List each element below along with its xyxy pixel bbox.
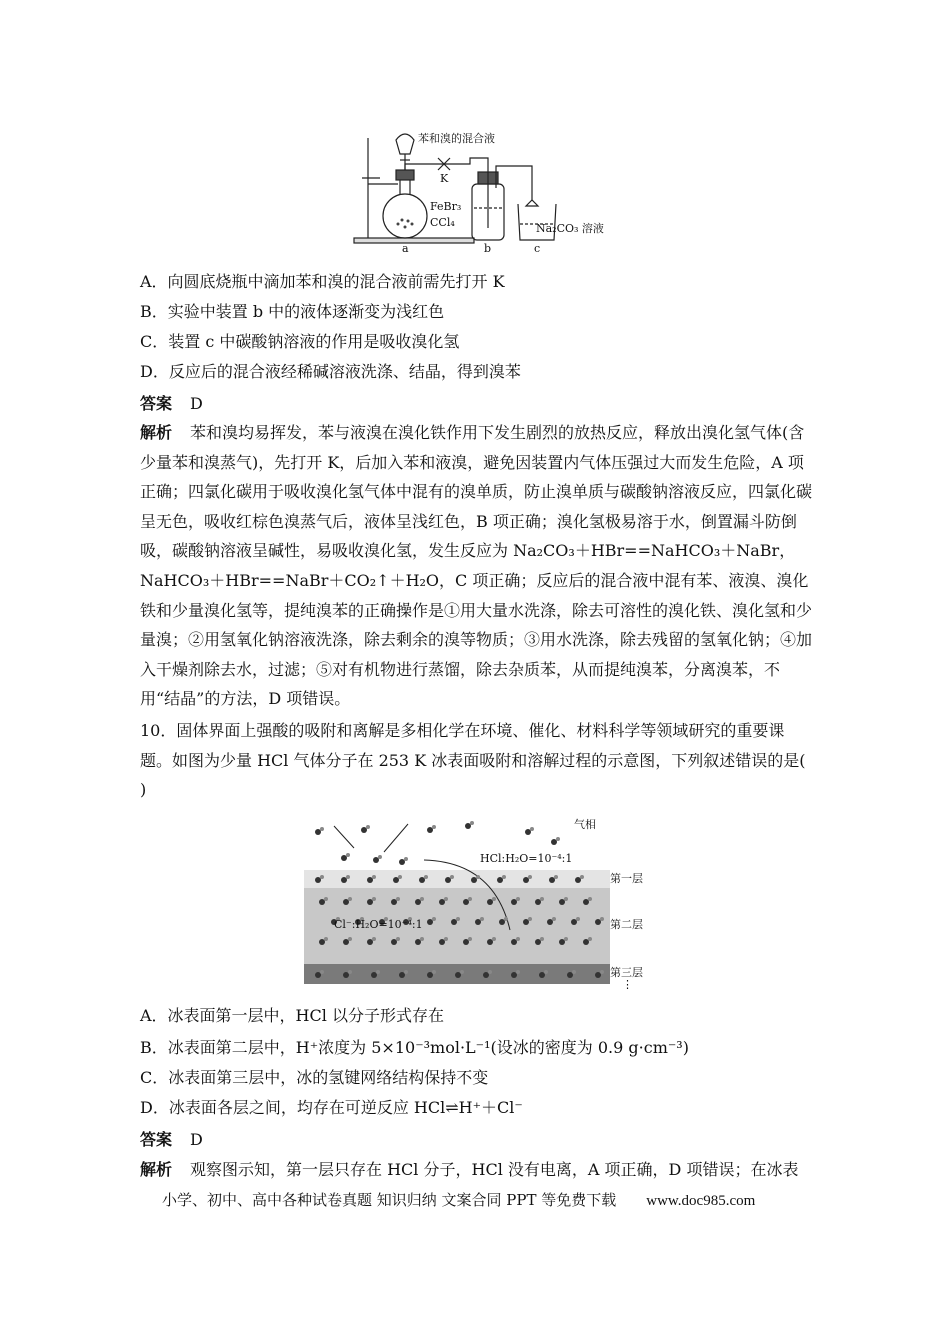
stopper bbox=[396, 170, 414, 180]
molecule bbox=[324, 897, 328, 901]
molecule bbox=[492, 897, 496, 901]
molecule bbox=[476, 875, 480, 879]
molecule bbox=[320, 875, 324, 879]
molecule bbox=[376, 970, 380, 974]
molecule bbox=[487, 939, 493, 945]
molecule bbox=[572, 970, 576, 974]
label-b: b bbox=[484, 242, 492, 254]
answer-value: D bbox=[190, 394, 203, 413]
molecule bbox=[320, 827, 324, 831]
molecule bbox=[348, 970, 352, 974]
molecule bbox=[483, 972, 489, 978]
molecule bbox=[324, 937, 328, 941]
label-mix: 苯和溴的混合液 bbox=[418, 132, 495, 145]
molecule bbox=[367, 939, 373, 945]
molecule bbox=[444, 897, 448, 901]
molecule bbox=[346, 875, 350, 879]
molecule bbox=[468, 897, 472, 901]
arrow-in bbox=[334, 826, 354, 848]
molecule bbox=[348, 937, 352, 941]
molecule bbox=[371, 972, 377, 978]
molecule bbox=[502, 875, 506, 879]
molecule bbox=[528, 875, 532, 879]
ice-surface-figure bbox=[304, 812, 654, 990]
molecule bbox=[576, 917, 580, 921]
q10-option-a: A．冰表面第一层中，HCl 以分子形式存在 bbox=[140, 1006, 444, 1025]
molecule bbox=[366, 825, 370, 829]
molecule bbox=[404, 857, 408, 861]
gas-tube-bc bbox=[496, 166, 532, 200]
molecule bbox=[468, 937, 472, 941]
label-ratio1: HCl:H₂O=10⁻⁴:1 bbox=[480, 852, 573, 865]
q10-option-b: B．冰表面第二层中，H⁺浓度为 5×10⁻³mol·L⁻¹(设冰的密度为 0.9 g·cm⁻³) bbox=[140, 1038, 689, 1057]
analysis-label: 解析 bbox=[140, 1160, 173, 1179]
molecule bbox=[346, 853, 350, 857]
molecule bbox=[424, 875, 428, 879]
molecule bbox=[463, 899, 469, 905]
molecule bbox=[564, 897, 568, 901]
label-k: K bbox=[440, 172, 449, 185]
molecule bbox=[567, 972, 573, 978]
molecule bbox=[516, 897, 520, 901]
layer-1-band bbox=[304, 870, 610, 888]
q10-option-d: D．冰表面各层之间，均存在可逆反应 HCl⇌H⁺＋Cl⁻ bbox=[140, 1098, 523, 1117]
molecule bbox=[559, 899, 565, 905]
molecule bbox=[571, 919, 577, 925]
molecule bbox=[319, 899, 325, 905]
answer-label: 答案 bbox=[140, 394, 173, 413]
molecule bbox=[539, 972, 545, 978]
molecule bbox=[564, 937, 568, 941]
analysis-text: 苯和溴均易挥发，苯与液溴在溴化铁作用下发生剧烈的放热反应，释放出溴化氢气体(含少量苯和溴蒸气)，先打开 K，后加入苯和液溴，避免因装置内气体压强过大而发生危险，A 项正确；四氯化碳用于吸收溴化氢气体中混有的溴单质，防止溴单质与碳酸钠溶液反应，四氯化碳呈无色，吸收红棕色溴蒸气后，液体呈浅红色，B 项正确；溴化氢极易溶于水，倒置漏斗防倒吸，碳酸钠溶液呈碱性，易吸收溴化氢，发生反应为 Na₂CO₃＋HBr==NaHCO₃＋NaBr，NaHCO₃＋HBr==NaBr＋CO₂↑＋H₂O，C 项正确；反应后的混合液中混有苯、液溴、溴化铁和少量溴化氢等，提纯溴苯的正确操作是①用大量水洗涤，除去可溶性的溴化铁、溴化氢和少量溴；②用氢氧化钠溶液洗涤，除去剩余的溴等物质；③用水洗涤，除去残留的氢氧化钠；④加入干燥剂除去水，过滤；⑤对有机物进行蒸馏，除去杂质苯，从而提纯溴苯，分离溴苯，不用“结晶”的方法，D 项错误。 bbox=[140, 423, 813, 709]
molecule bbox=[399, 972, 405, 978]
answer-label: 答案 bbox=[140, 1130, 173, 1149]
molecule bbox=[540, 937, 544, 941]
molecule bbox=[427, 919, 433, 925]
label-a: a bbox=[402, 242, 409, 254]
label-ratio2: Cl⁻:H₂O=10⁻⁴:1 bbox=[334, 918, 423, 931]
round-flask bbox=[383, 194, 427, 238]
molecule bbox=[535, 939, 541, 945]
molecule bbox=[511, 939, 517, 945]
label-layer1: 第一层 bbox=[610, 872, 643, 885]
molecule bbox=[439, 899, 445, 905]
molecule bbox=[361, 827, 367, 833]
molecule bbox=[439, 939, 445, 945]
molecule bbox=[396, 897, 400, 901]
molecule bbox=[367, 877, 373, 883]
analysis-label: 解析 bbox=[140, 423, 173, 442]
molecule bbox=[427, 972, 433, 978]
molecule bbox=[530, 827, 534, 831]
molecule bbox=[396, 937, 400, 941]
molecule bbox=[556, 837, 560, 841]
molecule bbox=[427, 827, 433, 833]
molecule bbox=[343, 939, 349, 945]
dropping-funnel bbox=[396, 134, 414, 154]
molecule bbox=[420, 897, 424, 901]
molecule bbox=[372, 897, 376, 901]
molecule bbox=[456, 917, 460, 921]
molecule bbox=[511, 972, 517, 978]
molecule bbox=[372, 937, 376, 941]
molecule bbox=[367, 899, 373, 905]
molecule bbox=[450, 875, 454, 879]
molecule bbox=[595, 919, 601, 925]
molecule bbox=[432, 917, 436, 921]
molecule bbox=[588, 937, 592, 941]
label-febr3: FeBr₃ bbox=[430, 200, 462, 213]
label-layer2: 第二层 bbox=[610, 918, 643, 931]
molecule bbox=[373, 857, 379, 863]
molecule bbox=[544, 970, 548, 974]
molecule bbox=[588, 897, 592, 901]
molecule bbox=[583, 899, 589, 905]
arrow-out bbox=[384, 824, 408, 852]
molecule bbox=[415, 939, 421, 945]
molecule bbox=[497, 877, 503, 883]
molecule bbox=[580, 875, 584, 879]
gas-tube-ab bbox=[405, 158, 488, 172]
molecule bbox=[319, 939, 325, 945]
footer bbox=[162, 1190, 755, 1211]
molecule bbox=[516, 937, 520, 941]
molecule bbox=[499, 919, 505, 925]
molecule bbox=[460, 970, 464, 974]
molecule bbox=[404, 970, 408, 974]
molecule bbox=[341, 855, 347, 861]
molecule bbox=[348, 897, 352, 901]
molecule bbox=[600, 970, 604, 974]
molecule bbox=[480, 917, 484, 921]
molecule bbox=[444, 937, 448, 941]
molecule bbox=[583, 939, 589, 945]
molecule bbox=[504, 917, 508, 921]
molecule bbox=[393, 877, 399, 883]
molecule bbox=[399, 859, 405, 865]
molecule bbox=[465, 823, 471, 829]
molecule bbox=[320, 970, 324, 974]
molecule bbox=[341, 877, 347, 883]
molecule bbox=[575, 877, 581, 883]
molecule bbox=[315, 829, 321, 835]
label-dots: ⋮ bbox=[622, 978, 633, 990]
q10-analysis bbox=[140, 1160, 798, 1180]
molecule bbox=[415, 899, 421, 905]
molecule bbox=[432, 825, 436, 829]
molecule bbox=[398, 875, 402, 879]
molecule bbox=[419, 877, 425, 883]
label-gas: 气相 bbox=[574, 818, 596, 831]
molecule bbox=[554, 875, 558, 879]
q9-option-b: B．实验中装置 b 中的液体逐渐变为浅红色 bbox=[140, 302, 445, 321]
q9-analysis bbox=[140, 418, 812, 714]
molecule bbox=[600, 917, 604, 921]
q10-option-c: C．冰表面第三层中，冰的氢键网络结构保持不变 bbox=[140, 1068, 489, 1087]
label-na2co3: Na₂CO₃ 溶液 bbox=[536, 222, 604, 235]
q9-option-c: C．装置 c 中碳酸钠溶液的作用是吸收溴化氢 bbox=[140, 332, 460, 351]
footer-url[interactable]: www.doc985.com bbox=[646, 1193, 756, 1209]
molecule bbox=[343, 899, 349, 905]
molecule bbox=[523, 919, 529, 925]
molecule bbox=[391, 899, 397, 905]
molecule bbox=[525, 829, 531, 835]
molecule bbox=[372, 875, 376, 879]
molecule bbox=[492, 937, 496, 941]
molecule bbox=[470, 821, 474, 825]
molecule bbox=[547, 919, 553, 925]
molecule bbox=[595, 972, 601, 978]
molecule bbox=[315, 877, 321, 883]
molecule bbox=[559, 939, 565, 945]
molecule bbox=[528, 917, 532, 921]
molecule bbox=[511, 899, 517, 905]
molecule bbox=[552, 917, 556, 921]
molecule bbox=[487, 899, 493, 905]
analysis-text: 观察图示知，第一层只存在 HCl 分子，HCl 没有电离，A 项正确，D 项错误；在冰表 bbox=[190, 1160, 799, 1179]
q10-stem: 10．固体界面上强酸的吸附和离解是多相化学在环境、催化、材料科学等领域研究的重要课题。如图为少量 HCl 气体分子在 253 K 冰表面吸附和溶解过程的示意图，下列叙述错误的是( ) bbox=[140, 721, 806, 800]
molecule bbox=[488, 970, 492, 974]
q9-option-a: A．向圆底烧瓶中滴加苯和溴的混合液前需先打开 K bbox=[140, 272, 505, 291]
q9-option-d: D．反应后的混合液经稀碱溶液洗涤、结晶，得到溴苯 bbox=[140, 362, 521, 381]
molecule bbox=[391, 939, 397, 945]
label-c: c bbox=[534, 242, 541, 254]
label-ccl4: CCl₄ bbox=[430, 216, 455, 229]
molecule bbox=[523, 877, 529, 883]
molecule bbox=[451, 919, 457, 925]
molecule bbox=[432, 970, 436, 974]
molecule bbox=[343, 972, 349, 978]
apparatus-figure bbox=[350, 128, 610, 254]
answer-value: D bbox=[190, 1130, 203, 1149]
molecule bbox=[540, 897, 544, 901]
molecule bbox=[535, 899, 541, 905]
molecule bbox=[420, 937, 424, 941]
molecule bbox=[551, 839, 557, 845]
molecule bbox=[455, 972, 461, 978]
molecule bbox=[463, 939, 469, 945]
molecule bbox=[445, 877, 451, 883]
molecule bbox=[475, 919, 481, 925]
q10-answer bbox=[140, 1130, 203, 1150]
q9-answer bbox=[140, 394, 203, 414]
molecule bbox=[378, 855, 382, 859]
molecule bbox=[315, 972, 321, 978]
molecule bbox=[516, 970, 520, 974]
molecule bbox=[549, 877, 555, 883]
label-layer3: 第三层 bbox=[610, 966, 643, 979]
molecule bbox=[471, 877, 477, 883]
footer-text: 小学、初中、高中各种试卷真题 知识归纳 文案合同 PPT 等免费下载 bbox=[162, 1191, 617, 1209]
stand-base bbox=[354, 238, 474, 243]
